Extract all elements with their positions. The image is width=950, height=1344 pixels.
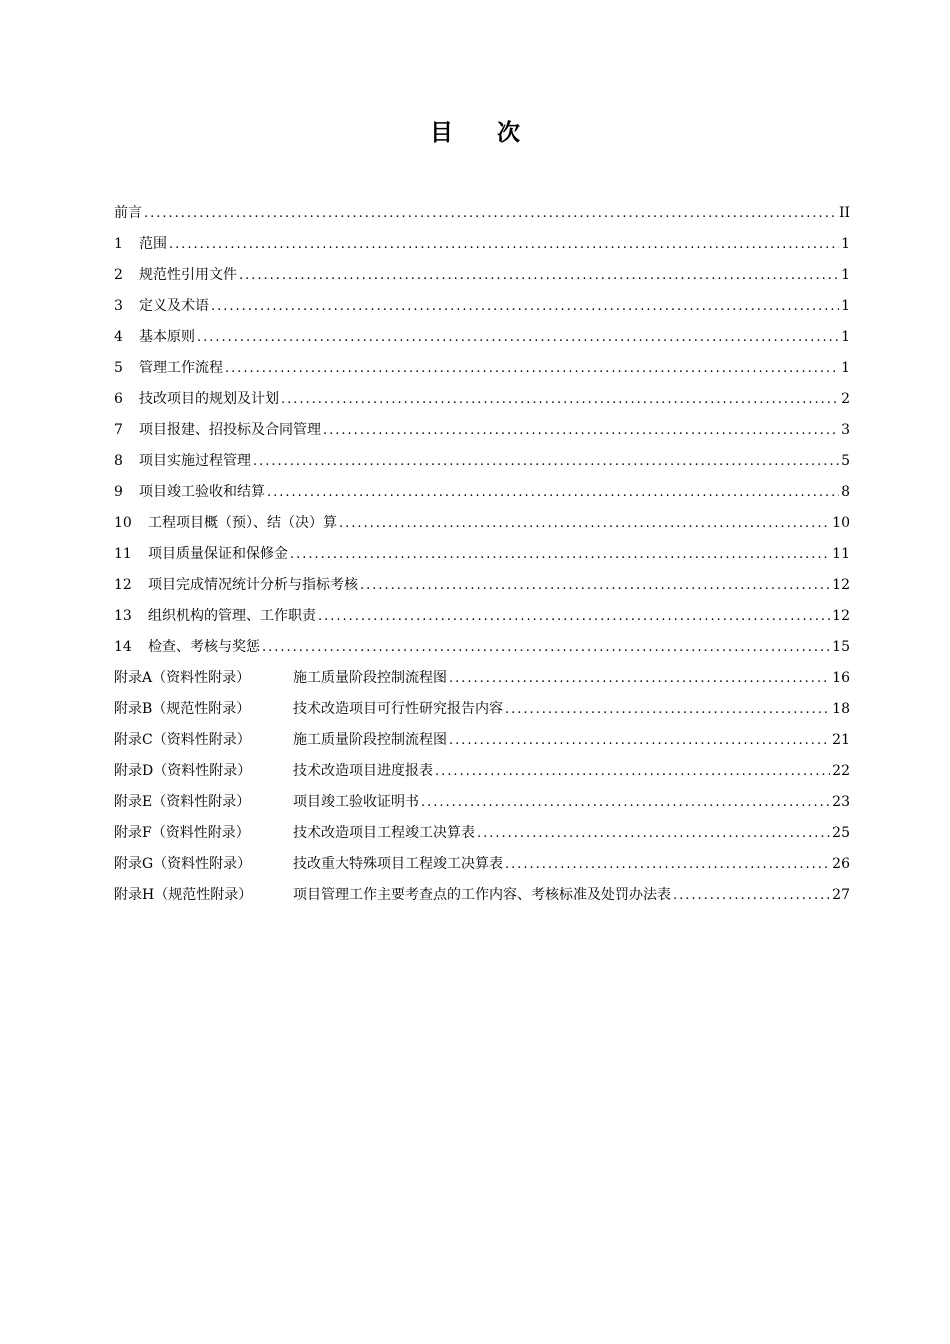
toc-entry-title: 规范性引用文件 xyxy=(139,267,237,283)
toc-entry-number: 11 xyxy=(114,546,132,562)
toc-entry-page: 15 xyxy=(832,639,850,655)
toc-entry[interactable] xyxy=(114,384,850,415)
toc-entry-leader xyxy=(144,198,837,229)
toc-entry-title: 管理工作流程 xyxy=(139,360,223,376)
toc-entry-page: 27 xyxy=(832,887,850,903)
toc-entry-page: 8 xyxy=(841,484,850,500)
toc-entry-title: 技改项目的规划及计划 xyxy=(139,391,279,407)
toc-entry-leader xyxy=(318,601,830,632)
toc-entry-number: 13 xyxy=(114,608,132,624)
toc-entry-page: 26 xyxy=(832,856,850,872)
toc-entry-number: 2 xyxy=(114,267,123,283)
toc-entry[interactable] xyxy=(114,663,850,694)
toc-entry-number: 1 xyxy=(114,236,123,252)
toc-entry-leader xyxy=(505,694,830,725)
toc-entry[interactable] xyxy=(114,539,850,570)
toc-entry-leader xyxy=(505,849,830,880)
toc-entry-leader xyxy=(262,632,830,663)
toc-entry-number: 附录G（资料性附录） xyxy=(114,856,252,872)
toc-entry-leader xyxy=(225,353,839,384)
toc-entry-title: 项目报建、招投标及合同管理 xyxy=(139,422,321,438)
toc-entry-leader xyxy=(421,787,830,818)
toc-title-part1: 目 xyxy=(430,120,453,146)
toc-entry-page: 3 xyxy=(841,422,850,438)
toc-entry-page: 1 xyxy=(841,298,850,314)
toc-entry[interactable] xyxy=(114,446,850,477)
toc-entry-title: 项目竣工验收和结算 xyxy=(139,484,265,500)
toc-entry-number: 附录H（规范性附录） xyxy=(114,887,253,903)
toc-entry-title: 前言 xyxy=(114,205,142,221)
toc-entry[interactable] xyxy=(114,601,850,632)
toc-entry-title: 项目实施过程管理 xyxy=(139,453,251,469)
toc-entry-leader xyxy=(323,415,839,446)
toc-entry-leader xyxy=(267,477,839,508)
toc-entry-number: 14 xyxy=(114,639,132,655)
toc-entry[interactable] xyxy=(114,508,850,539)
toc-entry-page: 11 xyxy=(832,546,850,562)
toc-entry[interactable] xyxy=(114,260,850,291)
toc-entry-title: 项目管理工作主要考查点的工作内容、考核标准及处罚办法表 xyxy=(293,887,671,903)
toc-entry-title: 范围 xyxy=(139,236,167,252)
toc-entry[interactable] xyxy=(114,353,850,384)
toc-entry-title: 项目完成情况统计分析与指标考核 xyxy=(148,577,358,593)
toc-entry[interactable] xyxy=(114,477,850,508)
toc-entry-leader xyxy=(449,725,830,756)
toc-entry-title: 施工质量阶段控制流程图 xyxy=(293,670,447,686)
toc-entry-title: 项目竣工验收证明书 xyxy=(293,794,419,810)
toc-entry-title: 基本原则 xyxy=(139,329,195,345)
toc-entry-leader xyxy=(239,260,839,291)
toc-entry-leader xyxy=(360,570,830,601)
toc-entry-leader xyxy=(211,291,839,322)
toc-entry-number: 6 xyxy=(114,391,123,407)
toc-entry-title: 定义及术语 xyxy=(139,298,209,314)
toc-entry-page: 1 xyxy=(841,267,850,283)
toc-entry-page: 2 xyxy=(841,391,850,407)
toc-entry-number: 4 xyxy=(114,329,123,345)
toc-entry-page: 5 xyxy=(841,453,850,469)
toc-entry-title: 工程项目概（预）、结（决）算 xyxy=(148,515,337,531)
toc-entry-page: 21 xyxy=(832,732,850,748)
toc-entry-leader xyxy=(281,384,839,415)
toc-entry-title: 施工质量阶段控制流程图 xyxy=(293,732,447,748)
toc-entry-number: 附录B（规范性附录） xyxy=(114,701,251,717)
toc-entry-title: 技术改造项目工程竣工决算表 xyxy=(293,825,475,841)
toc-entry-page: 22 xyxy=(832,763,850,779)
toc-entry-leader xyxy=(197,322,839,353)
toc-entry-number: 附录D（资料性附录） xyxy=(114,763,252,779)
toc-entry[interactable] xyxy=(114,632,850,663)
toc-list xyxy=(114,198,850,911)
toc-entry-page: 25 xyxy=(832,825,850,841)
toc-entry-leader xyxy=(169,229,839,260)
toc-entry[interactable] xyxy=(114,322,850,353)
toc-entry-page: 12 xyxy=(832,608,850,624)
toc-entry-leader xyxy=(435,756,830,787)
toc-entry[interactable] xyxy=(114,694,850,725)
toc-entry-number: 附录A（资料性附录） xyxy=(114,670,251,686)
toc-entry-number: 7 xyxy=(114,422,123,438)
toc-title xyxy=(0,114,950,147)
toc-entry-leader xyxy=(673,880,830,911)
toc-entry-number: 附录F（资料性附录） xyxy=(114,825,250,841)
toc-entry[interactable] xyxy=(114,291,850,322)
toc-entry-page: 18 xyxy=(832,701,850,717)
toc-entry-number: 附录C（资料性附录） xyxy=(114,732,251,748)
toc-entry[interactable] xyxy=(114,415,850,446)
toc-entry-number: 9 xyxy=(114,484,123,500)
toc-entry-title: 技术改造项目可行性研究报告内容 xyxy=(293,701,503,717)
toc-entry[interactable] xyxy=(114,818,850,849)
toc-entry-page: 16 xyxy=(832,670,850,686)
toc-entry[interactable] xyxy=(114,849,850,880)
toc-title-part2: 次 xyxy=(497,120,520,146)
toc-entry[interactable] xyxy=(114,756,850,787)
toc-entry[interactable] xyxy=(114,880,850,911)
toc-entry[interactable] xyxy=(114,787,850,818)
toc-entry-page: 12 xyxy=(832,577,850,593)
toc-entry-page: 10 xyxy=(832,515,850,531)
toc-entry-title: 组织机构的管理、工作职责 xyxy=(148,608,316,624)
toc-entry-number: 3 xyxy=(114,298,123,314)
toc-entry-page: 23 xyxy=(832,794,850,810)
toc-entry-title: 技改重大特殊项目工程竣工决算表 xyxy=(293,856,503,872)
toc-entry-page: 1 xyxy=(841,236,850,252)
toc-entry-page: 1 xyxy=(841,329,850,345)
toc-entry[interactable] xyxy=(114,725,850,756)
toc-entry-number: 5 xyxy=(114,360,123,376)
toc-entry-leader xyxy=(477,818,830,849)
toc-entry-page: 1 xyxy=(841,360,850,376)
toc-entry-number: 附录E（资料性附录） xyxy=(114,794,251,810)
toc-entry-leader xyxy=(339,508,830,539)
toc-entry-leader xyxy=(449,663,830,694)
toc-entry[interactable] xyxy=(114,570,850,601)
toc-entry-title: 技术改造项目进度报表 xyxy=(293,763,433,779)
toc-entry-number: 8 xyxy=(114,453,123,469)
toc-entry[interactable] xyxy=(114,229,850,260)
toc-entry-number: 10 xyxy=(114,515,132,531)
toc-entry-title: 检查、考核与奖惩 xyxy=(148,639,260,655)
toc-entry-leader xyxy=(253,446,839,477)
toc-entry-page: II xyxy=(838,205,850,221)
toc-entry-leader xyxy=(290,539,830,570)
toc-entry[interactable] xyxy=(114,198,850,229)
toc-entry-number: 12 xyxy=(114,577,132,593)
toc-entry-title: 项目质量保证和保修金 xyxy=(148,546,288,562)
